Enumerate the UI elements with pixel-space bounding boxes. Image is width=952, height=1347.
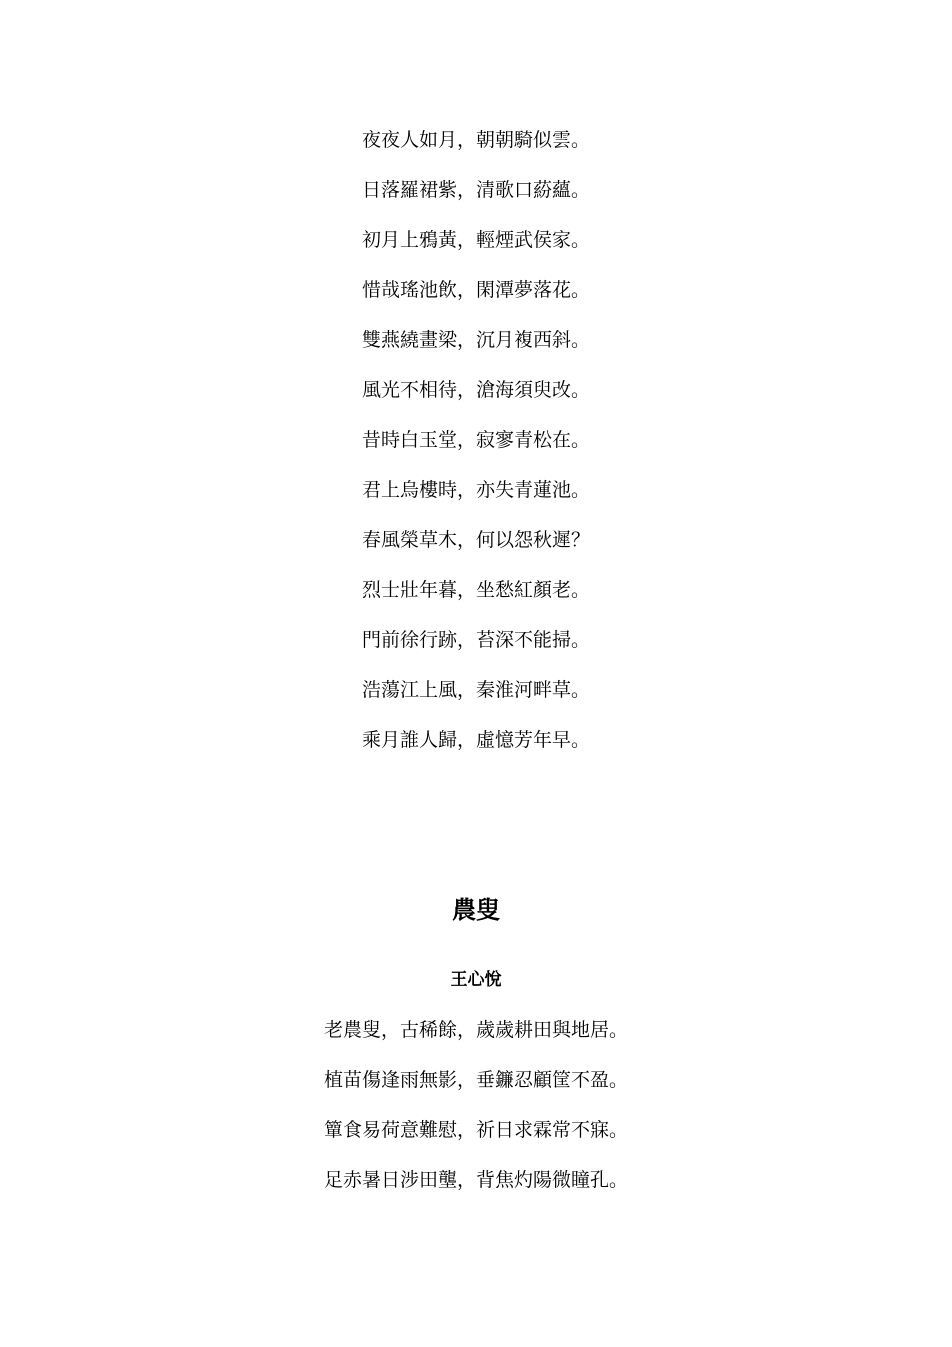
poem-line: 植苗傷逢雨無影，垂鐮忍顧筐不盈。 (323, 1069, 628, 1091)
poem-one (0, 126, 952, 776)
poem-line: 烈士壯年暮，坐愁紅顏老。 (361, 579, 590, 601)
poem-line: 雙燕繞畫梁，沉月複西斜。 (361, 329, 590, 351)
poem-line: 春風榮草木，何以怨秋遲？ (361, 529, 590, 551)
poem-line: 夜夜人如月，朝朝騎似雲。 (361, 129, 590, 151)
poem-line: 門前徐行跡，苔深不能掃。 (361, 629, 590, 651)
poem-line: 老農叟，古稀餘，歲歲耕田與地居。 (323, 1019, 628, 1041)
poem-two (0, 1016, 952, 1216)
poem-line: 簞食易荷意難慰，祈日求霖常不寐。 (323, 1119, 628, 1141)
poem-line: 足赤暑日涉田壟，背焦灼陽微瞳孔。 (323, 1169, 628, 1191)
poem-line: 風光不相待，滄海須臾改。 (361, 379, 590, 401)
poem-title: 農叟 (452, 896, 500, 924)
poem-line: 浩蕩江上風，秦淮河畔草。 (361, 679, 590, 701)
poem-line: 惜哉瑤池飲，閑潭夢落花。 (361, 279, 590, 301)
poem-line: 初月上鴉黃，輕煙武侯家。 (361, 229, 590, 251)
poem-line: 君上烏樓時，亦失青蓮池。 (361, 479, 590, 501)
poem-line: 乘月誰人歸，虛憶芳年早。 (361, 729, 590, 751)
poem-author: 王心悅 (450, 970, 502, 990)
poem-line: 昔時白玉堂，寂寥青松在。 (361, 429, 590, 451)
poem-line: 日落羅裙紫，清歌口蒶蘊。 (361, 179, 590, 201)
